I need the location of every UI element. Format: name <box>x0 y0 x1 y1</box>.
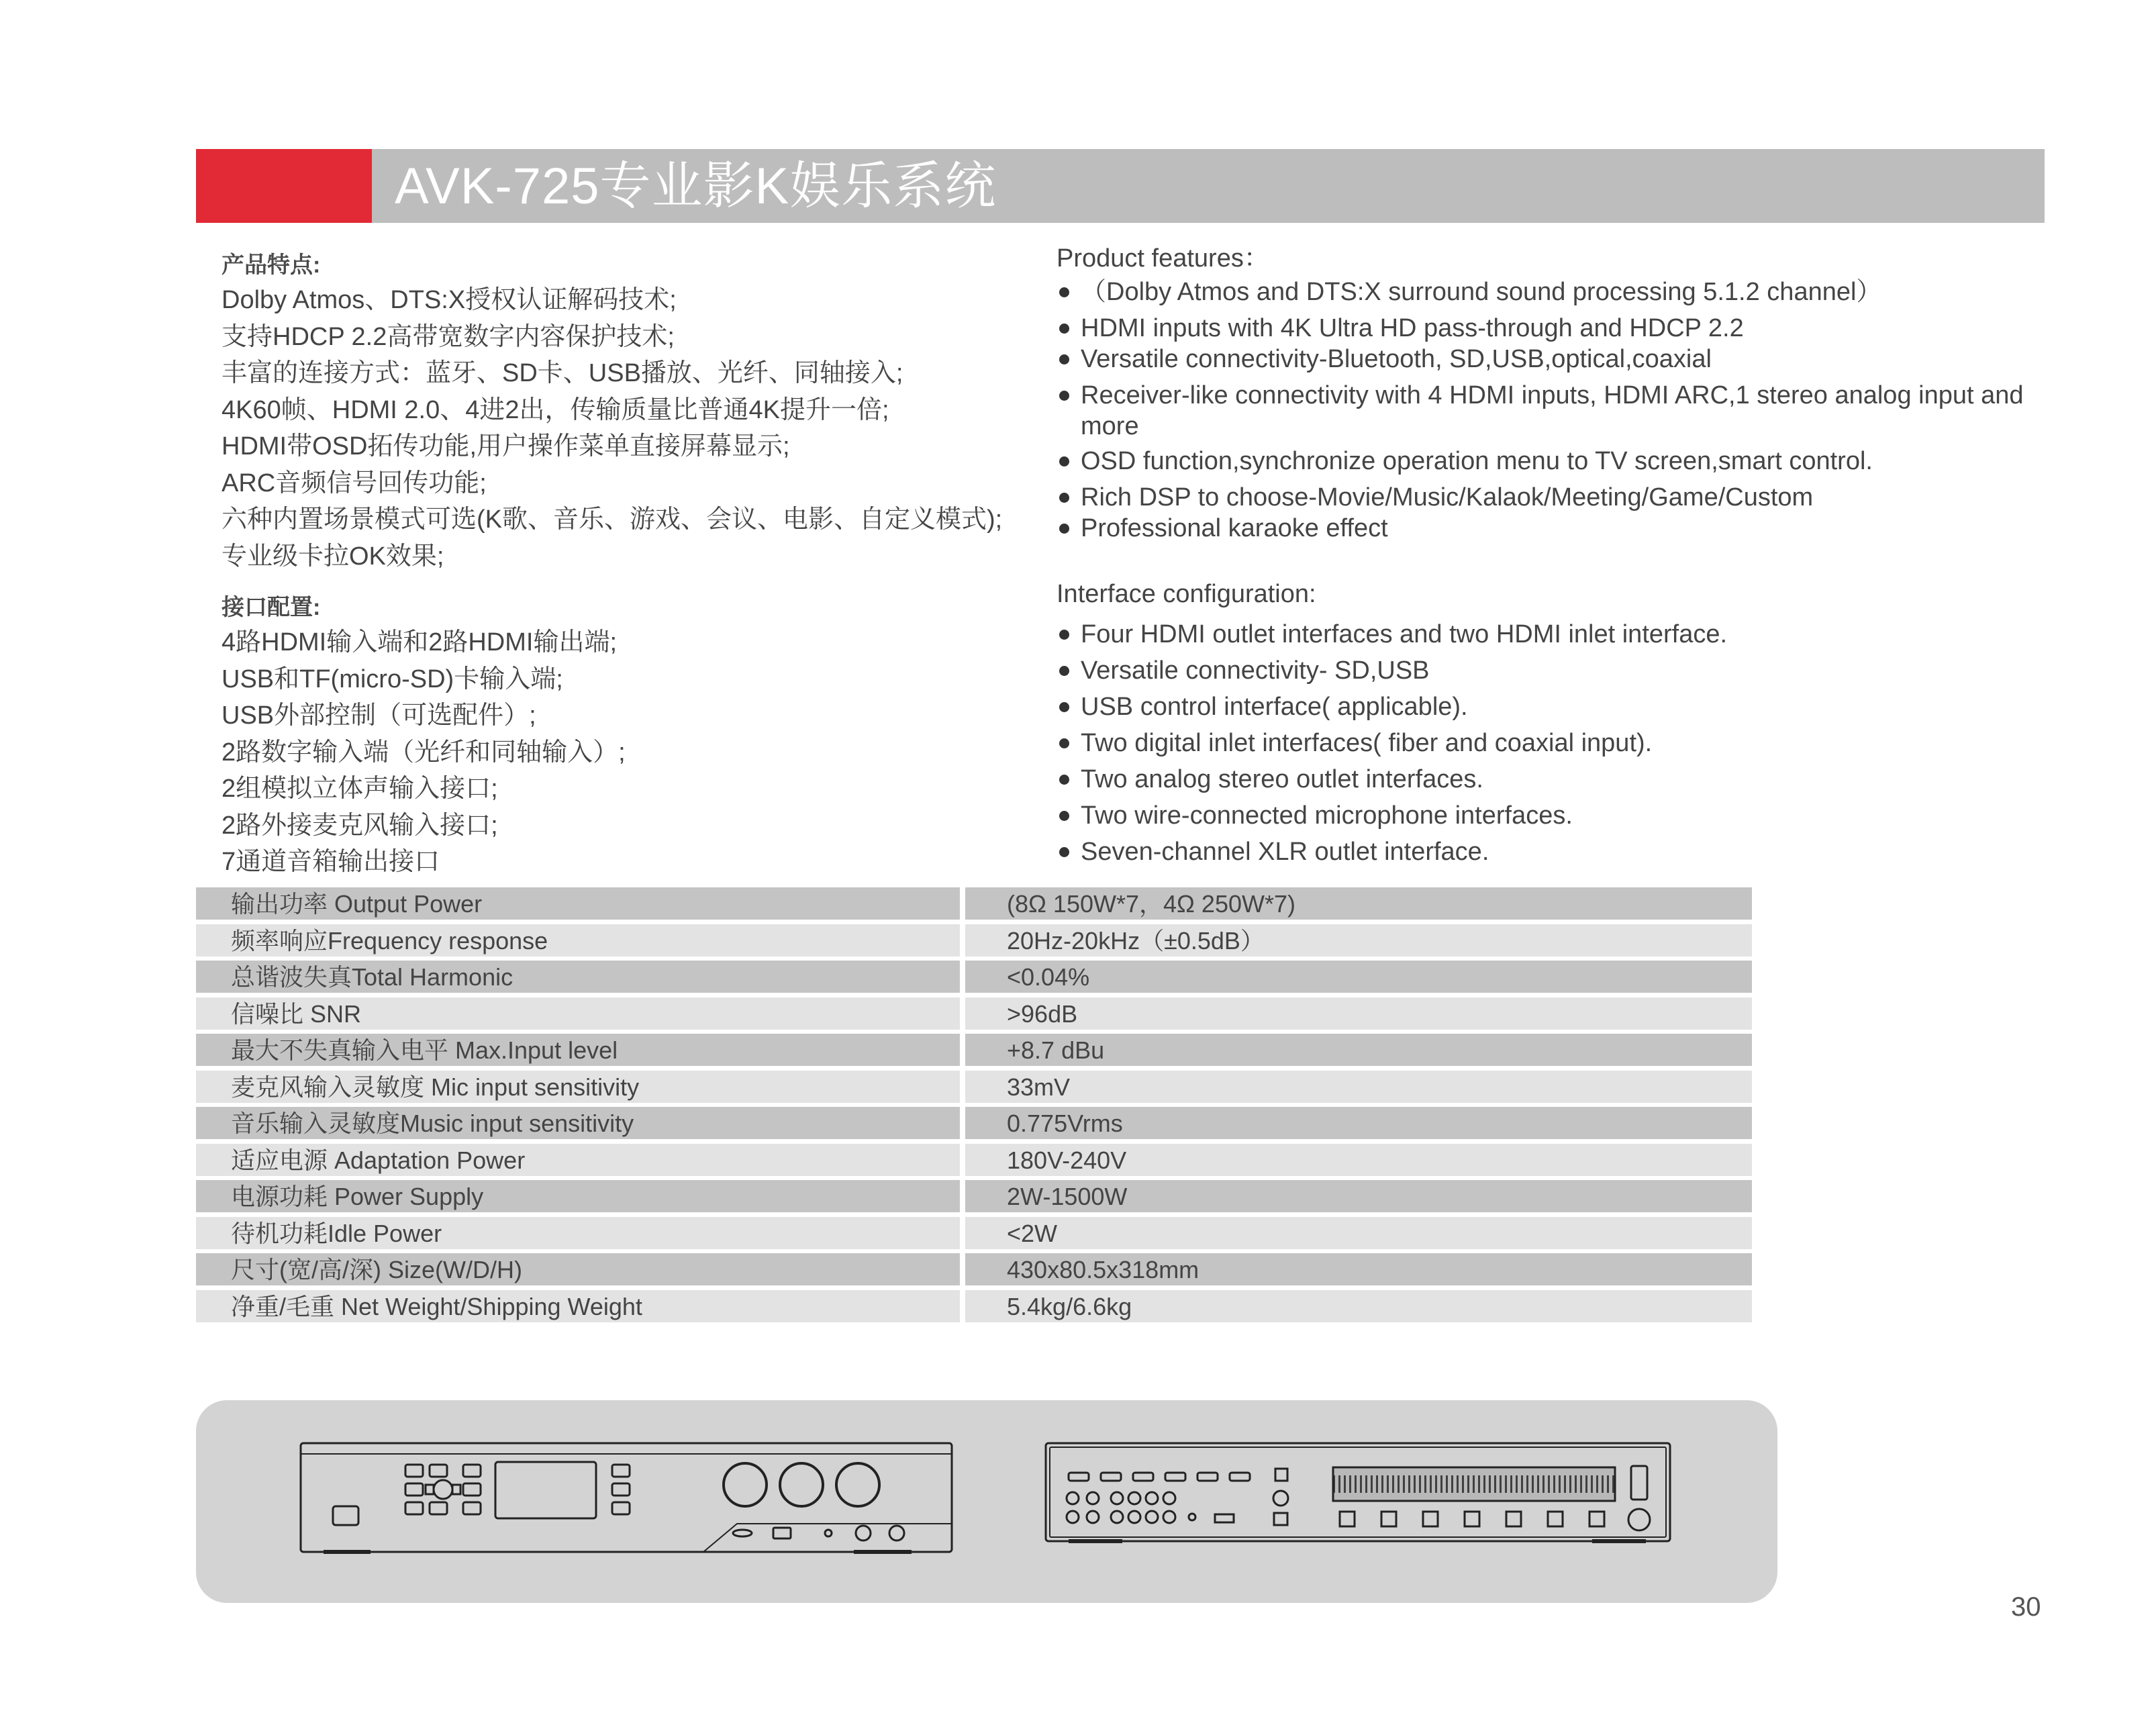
features-en-item: Rich DSP to choose-Movie/Music/Kalaok/Meeting/Game/Custom <box>1057 482 2037 513</box>
spec-value: (8Ω 150W*7，4Ω 250W*7) <box>965 887 1752 920</box>
interface-cn-line: 2组模拟立体声输入接口; <box>222 775 498 803</box>
spec-value: >96dB <box>965 997 1752 1030</box>
spec-row <box>196 924 1752 961</box>
spec-value: <2W <box>965 1217 1752 1249</box>
interface-cn-line: 7通道音箱输出接口 <box>222 848 440 876</box>
spec-row <box>196 1290 1752 1327</box>
spec-table <box>196 887 1752 1326</box>
features-cn-line: ARC音频信号回传功能; <box>222 469 487 497</box>
page-title: AVK-725专业影K娱乐系统 <box>395 158 997 215</box>
spec-label: 音乐输入灵敏度Music input sensitivity <box>196 1107 960 1139</box>
interface-en-item: Two digital inlet interfaces( fiber and coaxial input). <box>1057 728 2037 758</box>
features-cn-line: 六种内置场景模式可选(K歌、音乐、游戏、会议、电影、自定义模式); <box>222 505 1003 534</box>
spec-label: 尺寸(宽/高/深) Size(W/D/H) <box>196 1253 960 1285</box>
features-en-heading: Product features： <box>1057 244 1269 273</box>
spec-row <box>196 1253 1752 1290</box>
interface-en-item: Seven-channel XLR outlet interface. <box>1057 836 2037 867</box>
spec-label: 净重/毛重 Net Weight/Shipping Weight <box>196 1290 960 1322</box>
spec-value: 20Hz-20kHz（±0.5dB） <box>965 924 1752 957</box>
spec-label: 麦克风输入灵敏度 Mic input sensitivity <box>196 1071 960 1103</box>
interface-cn-section <box>222 591 1054 881</box>
spec-label: 信噪比 SNR <box>196 997 960 1030</box>
interface-cn-line: 4路HDMI输入端和2路HDMI输出端; <box>222 628 618 656</box>
spec-value: +8.7 dBu <box>965 1034 1752 1066</box>
front-panel-illustration <box>301 1443 952 1552</box>
spec-value: 0.775Vrms <box>965 1107 1752 1139</box>
spec-row <box>196 1180 1752 1217</box>
features-cn-line: HDMI带OSD拓传功能,用户操作菜单直接屏幕显示; <box>222 432 790 460</box>
interface-en-item: Versatile connectivity- SD,USB <box>1057 655 2037 686</box>
spec-row <box>196 1144 1752 1181</box>
features-en-item: OSD function,synchronize operation menu to TV screen,smart control. <box>1057 446 2037 477</box>
spec-row <box>196 887 1752 924</box>
spec-label: 适应电源 Adaptation Power <box>196 1144 960 1176</box>
features-cn-heading: 产品特点: <box>222 252 321 278</box>
features-en-item: （Dolby Atmos and DTS:X surround sound processing 5.1.2 channel） <box>1057 277 2037 307</box>
spec-value: 5.4kg/6.6kg <box>965 1290 1752 1322</box>
interface-en-item: Two analog stereo outlet interfaces. <box>1057 764 2037 795</box>
spec-value: 430x80.5x318mm <box>965 1253 1752 1285</box>
interface-cn-heading: 接口配置: <box>222 595 321 620</box>
page-number: 30 <box>2011 1592 2041 1622</box>
features-en-section <box>1057 242 2037 544</box>
features-cn-line: 专业级卡拉OK效果; <box>222 542 444 571</box>
features-en-item: Receiver-like connectivity with 4 HDMI inputs, HDMI ARC,1 stereo analog input and more <box>1057 380 2037 442</box>
features-cn-line: 支持HDCP 2.2高带宽数字内容保护技术; <box>222 322 675 351</box>
spec-row <box>196 961 1752 997</box>
spec-label: 总谐波失真Total Harmonic <box>196 961 960 993</box>
interface-en-heading: Interface configuration: <box>1057 580 1316 608</box>
spec-value: 180V-240V <box>965 1144 1752 1176</box>
spec-row <box>196 1107 1752 1144</box>
interface-cn-line: USB外部控制（可选配件）; <box>222 701 536 730</box>
spec-row <box>196 997 1752 1034</box>
interface-en-section <box>1057 577 2037 867</box>
features-cn-line: 丰富的连接方式：蓝牙、SD卡、USB播放、光纤、同轴接入; <box>222 359 903 387</box>
spec-value: <0.04% <box>965 961 1752 993</box>
features-en-item: Versatile connectivity-Bluetooth, SD,USB,optical,coaxial <box>1057 344 2037 375</box>
spec-value: 33mV <box>965 1071 1752 1103</box>
features-cn-section <box>222 248 1054 575</box>
spec-label: 待机功耗Idle Power <box>196 1217 960 1249</box>
interface-cn-line: USB和TF(micro-SD)卡输入端; <box>222 665 563 693</box>
device-illustration-panel <box>196 1400 1777 1603</box>
spec-value: 2W-1500W <box>965 1180 1752 1212</box>
interface-en-item: Two wire-connected microphone interfaces. <box>1057 800 2037 831</box>
features-cn-line: Dolby Atmos、DTS:X授权认证解码技术; <box>222 286 677 314</box>
spec-label: 输出功率 Output Power <box>196 887 960 920</box>
features-cn-line: 4K60帧、HDMI 2.0、4进2出，传输质量比普通4K提升一倍; <box>222 395 889 424</box>
device-illustrations <box>196 1400 1777 1603</box>
interface-cn-line: 2路数字输入端（光纤和同轴输入）; <box>222 738 626 767</box>
spec-row <box>196 1034 1752 1071</box>
spec-label: 频率响应Frequency response <box>196 924 960 957</box>
features-en-item: Professional karaoke effect <box>1057 513 2037 544</box>
features-en-item: HDMI inputs with 4K Ultra HD pass-through and HDCP 2.2 <box>1057 313 2037 344</box>
interface-cn-line: 2路外接麦克风输入接口; <box>222 811 498 840</box>
spec-row <box>196 1217 1752 1254</box>
spec-label: 最大不失真输入电平 Max.Input level <box>196 1034 960 1066</box>
header-accent-block <box>196 149 372 223</box>
spec-label: 电源功耗 Power Supply <box>196 1180 960 1212</box>
interface-en-item: Four HDMI outlet interfaces and two HDMI inlet interface. <box>1057 619 2037 650</box>
spec-row <box>196 1071 1752 1108</box>
rear-panel-illustration <box>1046 1443 1670 1541</box>
interface-en-item: USB control interface( applicable). <box>1057 691 2037 722</box>
